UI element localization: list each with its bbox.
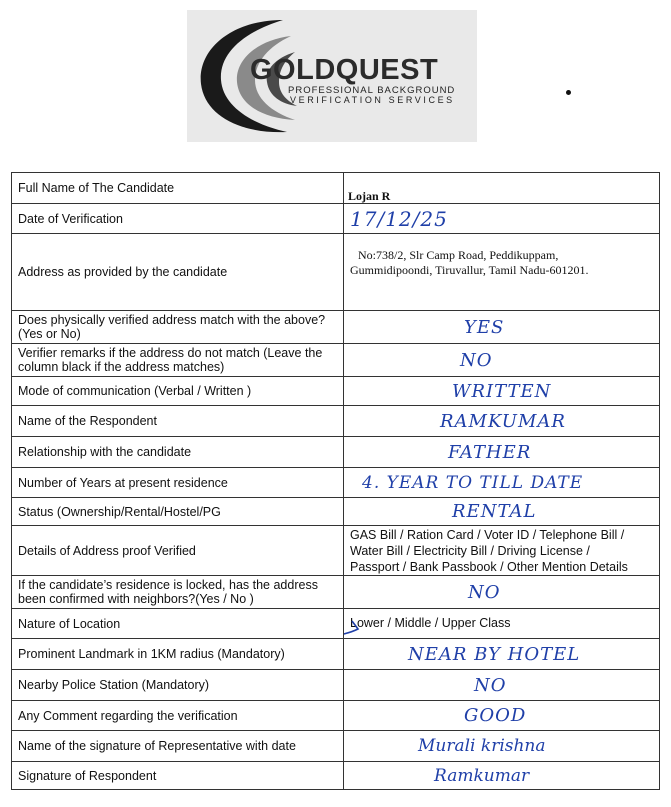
verifier-remarks-value: NO — [460, 349, 493, 371]
years-value: 4. YEAR TO TILL DATE — [362, 472, 584, 493]
residence-locked-label: If the candidate’s residence is locked, has the address been confirmed with neighbors?(Yes / No ) — [12, 576, 344, 609]
full-name-cell — [344, 173, 660, 204]
row-residence-locked — [12, 576, 660, 609]
respondent-label: Name of the Respondent — [12, 406, 344, 437]
address-match-cell — [344, 311, 660, 344]
nature-location-label: Nature of Location — [12, 609, 344, 639]
representative-signature-label: Name of the signature of Representative with date — [12, 731, 344, 762]
address-match-value: YES — [464, 316, 505, 338]
respondent-signature-value: Ramkumar — [434, 765, 530, 786]
nature-location-value: Lower / Middle / Upper Class — [350, 615, 511, 630]
address-label: Address as provided by the candidate — [12, 234, 344, 311]
row-status — [12, 498, 660, 526]
verification-form — [11, 172, 660, 790]
row-respondent-signature — [12, 762, 660, 790]
row-police-station — [12, 670, 660, 701]
date-value: 17/12/25 — [350, 206, 448, 231]
relationship-label: Relationship with the candidate — [12, 437, 344, 468]
relationship-value: FATHER — [448, 441, 532, 463]
row-address-match — [12, 311, 660, 344]
row-address — [12, 234, 660, 311]
status-label: Status (Ownership/Rental/Hostel/PG — [12, 498, 344, 526]
address-proof-cell — [344, 526, 660, 576]
verifier-remarks-label: Verifier remarks if the address do not match (Leave the column black if the address matches) — [12, 344, 344, 377]
row-representative-signature — [12, 731, 660, 762]
row-years — [12, 468, 660, 498]
row-landmark — [12, 639, 660, 670]
comment-value: GOOD — [464, 705, 527, 726]
years-cell — [344, 468, 660, 498]
respondent-signature-cell — [344, 762, 660, 790]
mode-cell — [344, 377, 660, 406]
relationship-cell — [344, 437, 660, 468]
respondent-cell — [344, 406, 660, 437]
respondent-value: RAMKUMAR — [440, 410, 566, 432]
residence-locked-cell — [344, 576, 660, 609]
logo-subtitle-1: PROFESSIONAL BACKGROUND — [288, 85, 456, 96]
years-label: Number of Years at present residence — [12, 468, 344, 498]
logo-subtitle-2: VERIFICATION SERVICES — [290, 95, 455, 105]
row-comment — [12, 701, 660, 731]
verifier-remarks-cell — [344, 344, 660, 377]
landmark-value: NEAR BY HOTEL — [408, 643, 581, 665]
middle-circle-mark — [344, 619, 362, 639]
row-date — [12, 204, 660, 234]
address-proof-line-2: Water Bill / Electricity Bill / Driving License / — [350, 543, 590, 558]
row-respondent — [12, 406, 660, 437]
status-cell — [344, 498, 660, 526]
police-station-label: Nearby Police Station (Mandatory) — [12, 670, 344, 701]
address-proof-label: Details of Address proof Verified — [12, 526, 344, 576]
status-value: RENTAL — [452, 501, 537, 522]
mode-label: Mode of communication (Verbal / Written ) — [12, 377, 344, 406]
ink-dot — [566, 90, 571, 95]
row-nature-location — [12, 609, 660, 639]
address-proof-line-1: GAS Bill / Ration Card / Voter ID / Telephone Bill / — [350, 527, 625, 542]
row-relationship — [12, 437, 660, 468]
full-name-label: Full Name of The Candidate — [12, 173, 344, 204]
row-mode — [12, 377, 660, 406]
landmark-cell — [344, 639, 660, 670]
representative-signature-value: Murali krishna — [418, 736, 546, 756]
nature-location-cell — [344, 609, 660, 639]
logo-title: GOLDQUEST — [250, 54, 439, 86]
date-label: Date of Verification — [12, 204, 344, 234]
representative-signature-cell — [344, 731, 660, 762]
comment-label: Any Comment regarding the verification — [12, 701, 344, 731]
respondent-signature-label: Signature of Respondent — [12, 762, 344, 790]
comment-cell — [344, 701, 660, 731]
landmark-label: Prominent Landmark in 1KM radius (Mandatory) — [12, 639, 344, 670]
date-cell — [344, 204, 660, 234]
mode-value: WRITTEN — [452, 380, 552, 402]
row-address-proof — [12, 526, 660, 576]
row-verifier-remarks — [12, 344, 660, 377]
full-name-value: Lojan R — [348, 188, 391, 203]
police-station-cell — [344, 670, 660, 701]
address-match-label: Does physically verified address match with the above? (Yes or No) — [12, 311, 344, 344]
address-line-1: No:738/2, Slr Camp Road, Peddikuppam, — [358, 248, 559, 262]
address-cell — [344, 234, 660, 311]
police-station-value: NO — [474, 674, 507, 696]
address-line-2: Gummidipoondi, Tiruvallur, Tamil Nadu-601201. — [350, 263, 589, 277]
address-proof-line-3: Passport / Bank Passbook / Other Mention Details — [350, 559, 628, 574]
residence-locked-value: NO — [468, 581, 501, 603]
row-full-name — [12, 173, 660, 204]
